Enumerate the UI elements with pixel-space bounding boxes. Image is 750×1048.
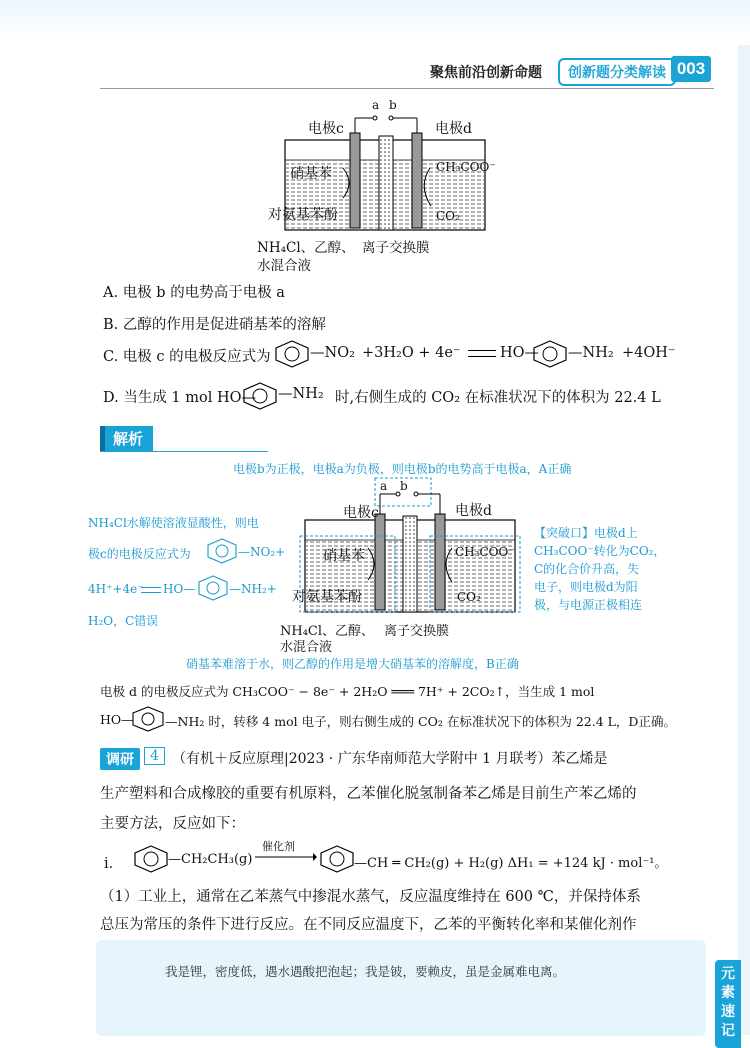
research-label: 调研 bbox=[100, 748, 140, 770]
page-number: 003 bbox=[671, 56, 711, 82]
option-a: A. 电极 b 的电势高于电极 a bbox=[103, 285, 285, 301]
acetate-label: CH₃COO⁻ bbox=[436, 160, 496, 174]
electrode-c-label: 电极c bbox=[308, 121, 344, 137]
option-c-end: +4OH⁻ bbox=[622, 345, 676, 361]
research-source: （有机＋反应原理|2023 · 广东华南师范大学附中 1 月联考）苯乙烯是 bbox=[172, 751, 608, 767]
annotation-left-1: NH₄Cl水解使溶液显酸性，则电 bbox=[88, 516, 259, 530]
annotation-left-2-no2: —NO₂+ bbox=[238, 545, 286, 559]
annotation-left-4: H₂O，C错误 bbox=[88, 614, 159, 628]
option-d-nh2: —NH₂ bbox=[278, 386, 324, 402]
reaction-number: ⅰ． bbox=[104, 856, 124, 872]
membrane-label: 离子交换膜 bbox=[362, 240, 430, 256]
annotation-bottom: 硝基苯难溶于水，则乙醇的作用是增大硝基苯的溶解度，B正确 bbox=[186, 657, 519, 671]
annotation-top: 电极b为正极，电极a为负极，则电极b的电势高于电极a，A正确 bbox=[233, 462, 572, 476]
solution-label-1: NH₄Cl、乙醇、 bbox=[257, 240, 355, 256]
benzene-ring-icon bbox=[318, 845, 356, 873]
nitrobenzene-label: 硝基苯 bbox=[323, 548, 365, 564]
terminal-a: a bbox=[372, 98, 380, 112]
terminal-b: b bbox=[389, 98, 397, 112]
question-1-line-2: 总压为常压的条件下进行反应。在不同反应温度下，乙苯的平衡转化率和某催化剂作 bbox=[100, 917, 637, 933]
footer-tab-char: 记 bbox=[721, 1022, 735, 1038]
option-d-prefix: D. 当生成 1 mol HO— bbox=[103, 390, 257, 406]
solution-label-1: NH₄Cl、乙醇、 bbox=[280, 624, 375, 639]
electrode-c-label: 电极c bbox=[343, 505, 379, 521]
aminophenol-label: 对氨基苯酚 bbox=[292, 589, 362, 605]
footer-tab-char: 元 bbox=[721, 965, 735, 981]
analysis-underline bbox=[100, 451, 268, 452]
option-c-nh2: —NH₂ bbox=[568, 345, 614, 361]
aminophenol-label: 对氨基苯酚 bbox=[268, 207, 338, 223]
benzene-ring-icon bbox=[530, 340, 570, 368]
option-c-mid: +3H₂O + 4e⁻ bbox=[362, 345, 461, 361]
option-d-suffix: 时,右侧生成的 CO₂ 在标准状况下的体积为 22.4 L bbox=[335, 390, 661, 406]
benzene-ring-icon bbox=[272, 340, 312, 368]
analysis-paragraph-2-ho: HO— bbox=[100, 712, 134, 727]
benzene-ring-icon bbox=[132, 845, 170, 873]
reaction-right: —CH ═ CH₂(g) + H₂(g) ΔH₁ = +124 kJ · mol⁻¹。 bbox=[354, 856, 668, 871]
annotation-right-1: 【突破口】电极d上 bbox=[534, 526, 638, 540]
header-tag: 创新题分类解读 bbox=[558, 58, 676, 86]
footer-side-tab bbox=[715, 960, 741, 1048]
annotation-left-3b: HO— bbox=[163, 582, 196, 596]
co2-label: CO₂ bbox=[436, 209, 460, 223]
terminal-a: a bbox=[380, 479, 388, 493]
annotation-right-3: C的化合价升高，失 bbox=[534, 562, 640, 576]
annotation-right-2: CH₃COO⁻转化为CO₂， bbox=[534, 544, 666, 558]
annotation-left-3a: 4H⁺+4e⁻ bbox=[88, 582, 144, 596]
benzene-ring-icon bbox=[205, 538, 239, 564]
footer-mnemonic: 我是锂，密度低，遇水遇酸把泡起；我是铍，要赖皮，虽是金属难电离。 bbox=[165, 964, 566, 979]
research-line-2: 生产塑料和合成橡胶的重要有机原料，乙苯催化脱氢制备苯乙烯是目前生产苯乙烯的 bbox=[100, 786, 637, 802]
electrode-d-label: 电极d bbox=[455, 503, 492, 519]
footer-tab-char: 速 bbox=[721, 1003, 735, 1019]
benzene-ring-icon bbox=[130, 706, 166, 732]
header-section: 聚焦前沿创新命题 bbox=[430, 64, 542, 80]
reaction-left: —CH₂CH₃(g) bbox=[168, 852, 253, 867]
option-c-ho: HO— bbox=[500, 345, 540, 361]
annotation-right-4: 电子，则电极d为阳 bbox=[534, 580, 638, 594]
option-b: B. 乙醇的作用是促进硝基苯的溶解 bbox=[103, 317, 326, 333]
analysis-paragraph-2: —NH₂ 时，转移 4 mol 电子，则右侧生成的 CO₂ 在标准状况下的体积为 22.4 L，D正确。 bbox=[165, 714, 676, 729]
annotation-right-5: 极，与电源正极相连 bbox=[534, 598, 643, 612]
electrode-d-label: 电极d bbox=[435, 121, 472, 137]
analysis-label: 解析 bbox=[100, 426, 153, 451]
footer-panel bbox=[96, 940, 706, 1036]
solution-label-2: 水混合液 bbox=[257, 258, 311, 274]
analysis-paragraph-1: 电极 d 的电极反应式为 CH₃COO⁻ − 8e⁻ + 2H₂O ═══ 7H⁺ + 2CO₂↑，当生成 1 mol bbox=[100, 684, 595, 699]
solution-label-2: 水混合液 bbox=[280, 640, 333, 655]
footer-tab-char: 素 bbox=[721, 984, 735, 1000]
membrane-label: 离子交换膜 bbox=[384, 624, 450, 639]
benzene-ring-icon bbox=[196, 575, 230, 601]
option-c-no2: —NO₂ bbox=[310, 345, 355, 361]
equals-sign bbox=[468, 350, 496, 357]
research-line-3: 主要方法，反应如下： bbox=[100, 816, 245, 832]
header-divider bbox=[100, 88, 714, 89]
co2-label: CO₂ bbox=[457, 590, 481, 604]
research-number: 4 bbox=[144, 747, 165, 765]
annotation-left-2: 极c的电极反应式为 bbox=[88, 547, 191, 561]
top-band bbox=[0, 0, 750, 40]
question-1-line-1: （1）工业上，通常在乙苯蒸气中掺混水蒸气，反应温度维持在 600 ℃，并保持体系 bbox=[100, 889, 641, 905]
annotation-left-3c: —NH₂+ bbox=[229, 582, 277, 596]
side-strip bbox=[738, 45, 750, 1035]
option-c-prefix: C. 电极 c 的电极反应式为 bbox=[103, 349, 271, 365]
terminal-b: b bbox=[400, 479, 408, 493]
acetate-label: CH₃COO⁻ bbox=[455, 545, 515, 559]
catalyst-label: 催化剂 bbox=[262, 840, 295, 853]
equals-sign bbox=[141, 587, 161, 593]
reaction-arrow-icon bbox=[255, 852, 317, 862]
benzene-ring-icon bbox=[240, 382, 280, 410]
nitrobenzene-label: 硝基苯 bbox=[290, 166, 332, 182]
